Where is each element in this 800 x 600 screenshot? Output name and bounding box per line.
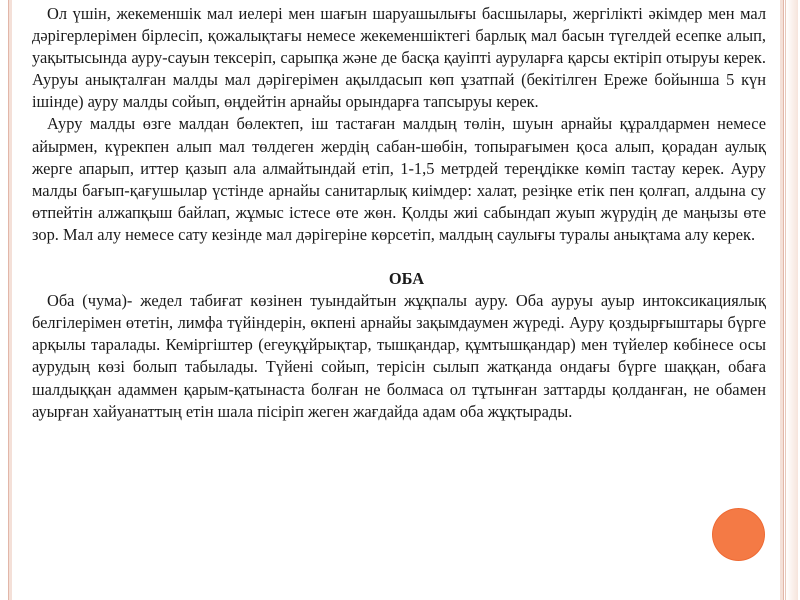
paragraph-2: Ауру малды өзге малдан бөлектеп, іш тастаған малдың төлін, шуын арнайы құралдармен немесе айырмен, күрекпен алып мал төлдеген жердің сабан-шөбін, топырағымен қоса алып, қорадан аулық жерге апарып, иттер қазып ала алмайтындай етіп, 1-1,5 метрдей тереңдікке көміп тастау керек. Ауру малды бағып-қағушылар үстінде арнайы санитарлық киімдер: халат, резіңке етік пен қолғап, алдына су өтпейтін алжапқыш байлап, жұмыс істесе өте жөн. Қолды жиі сабындап жуып жүрудің де маңызы өте зор. Мал алу немесе сату кезінде мал дәрігеріне көрсетіп, малдың саулығы туралы анықтама алу керек. — [32, 114, 766, 244]
document-body — [32, 3, 766, 423]
paragraph-3: Оба (чума)- жедел табиғат көзінен туындайтын жұқпалы ауру. Оба ауруы ауыр интоксикациялық белгілерімен өтетін, лимфа түйіндерін, өкпені арнайы зақымдаумен жүреді. Ауру қоздырғыштары бүрге арқылы таралады. Кеміргіштер (егеуқұйрықтар, тышқандар, құмтышқандар) мен түйелер көбінесе осы аурудың көзі болып табылады. Түйені сойып, терісін сылып жатқанда ондағы бүрге шаққан, обаға шалдыққан адаммен қарым-қатынаста болған не болмаса ол тұтынған заттарды қолданған, не обамен ауырған хайуанаттың етін шала пісіріп жеген жағдайда адам оба жұқтырады. — [32, 291, 766, 421]
orange-circle-decoration — [713, 509, 764, 560]
paragraph-1: Ол үшін, жекеменшік мал иелері мен шағын шаруашылығы басшылары, жергілікті әкімдер мен мал дәрігерлерімен бірлесіп, қожалықтағы немесе жекеменшіктегі барлық мал басын түгелдей есепке алып, уақытысында ауру-сауын тексеріп, сарыпқа және де басқа қауіпті ауруларға қарсы ектіріп отыруы керек. Ауруы анықталған малды мал дәрігерімен ақылдасып көп ұзатпай (бекітілген Ереже бойынша 5 күн ішінде) ауру малды сойып, өңдейтін арнайы орындарға тапсыруы керек. — [32, 4, 766, 112]
frame-right-band — [785, 0, 798, 600]
section-heading: ОБА — [388, 269, 425, 289]
